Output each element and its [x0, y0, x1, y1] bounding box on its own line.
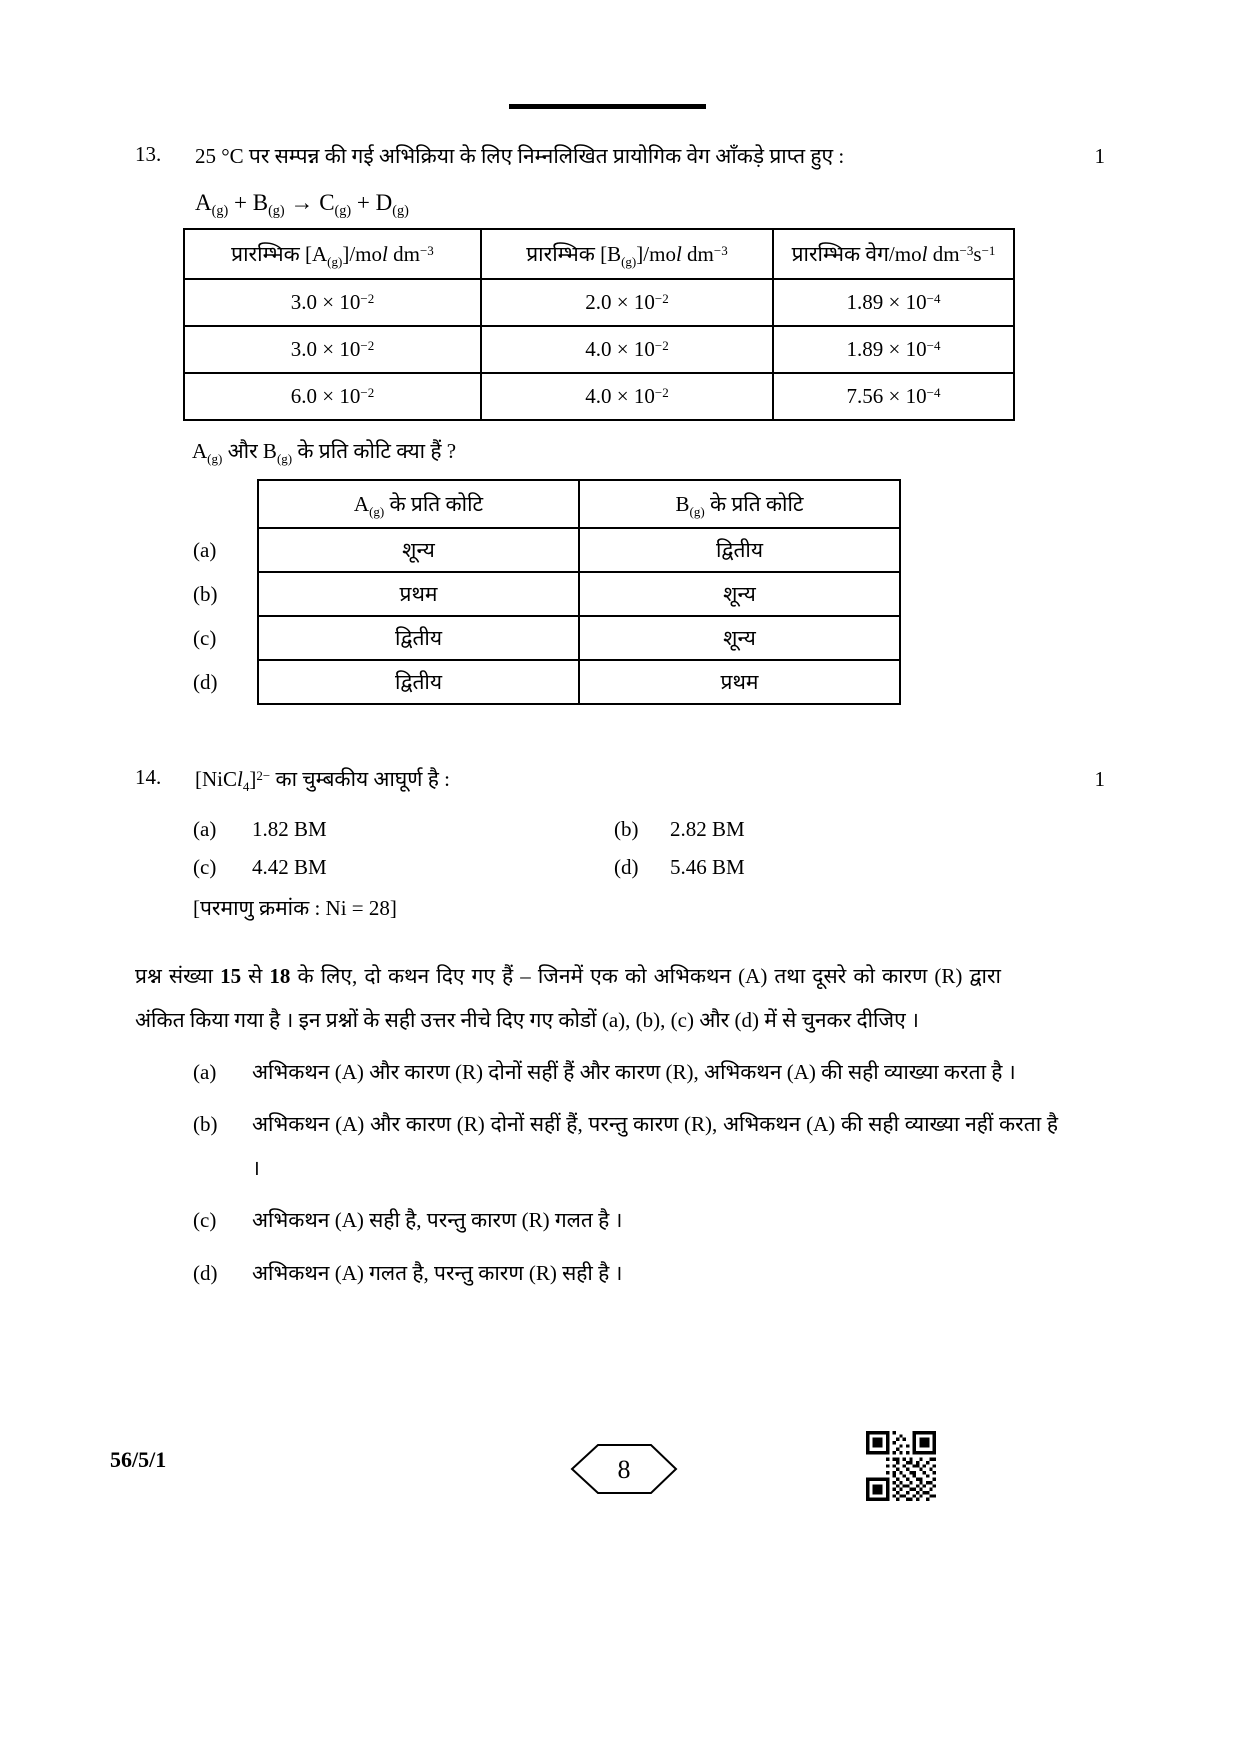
option-b-label: (b) — [193, 581, 218, 606]
question-13-text: 25 °C पर सम्पन्न की गई अभिक्रिया के लिए निम्नलिखित प्रायोगिक वेग आँकड़े प्राप्त हुए : — [195, 144, 845, 168]
cell-rate1: $1.89 \times 10^{-4}$ — [773, 279, 1014, 326]
q14-option-a-label: (a) — [193, 817, 217, 841]
q14-option-c-label: (c) — [193, 855, 217, 879]
rate-table-row-3 — [184, 373, 1014, 420]
ar-code-d-label: (d) — [193, 1260, 218, 1285]
cell-rate3: $7.56 \times 10^{-4}$ — [773, 373, 1014, 420]
option-row-a — [193, 528, 900, 572]
ar-code-d — [193, 1251, 1111, 1295]
paper-code: 56/5/1 — [110, 1447, 167, 1472]
page-number: 8 — [617, 1455, 631, 1484]
ar-code-c-label: (c) — [193, 1208, 217, 1233]
cell-a2: $3.0 \times 10^{-2}$ — [184, 326, 481, 373]
ar-code-b — [193, 1102, 1111, 1190]
q14-option-d-text: 5.46 BM — [670, 855, 745, 879]
cell-a1: $3.0 \times 10^{-2}$ — [184, 279, 481, 326]
question-14-marks: 1 — [1094, 767, 1105, 791]
order-options-table — [193, 479, 901, 705]
ar-code-c-text: अभिकथन (A) सही है, परन्तु कारण (R) गलत है । — [252, 1208, 623, 1233]
rate-table-row-1 — [184, 279, 1014, 326]
option-c-order-a: द्वितीय — [258, 616, 579, 660]
question-14-options — [193, 817, 1111, 880]
question-13-marks: 1 — [1094, 144, 1105, 168]
question-13 — [135, 142, 1111, 170]
cell-a3: $6.0 \times 10^{-2}$ — [184, 373, 481, 420]
cell-b1: $2.0 \times 10^{-2}$ — [481, 279, 773, 326]
rate-table-header-b: प्रारम्भिक $[B_{(g)}]$/mol $dm^{-3}$ — [481, 229, 773, 279]
ar-code-b-text: अभिकथन (A) और कारण (R) दोनों सहीं हैं, परन्तु कारण (R), अभिकथन (A) की सही व्याख्या नहीं करता है । — [252, 1112, 1058, 1181]
option-c-order-b: शून्य — [579, 616, 900, 660]
assertion-reason-intro: प्रश्न संख्या 15 से 18 के लिए, दो कथन दिए गए हैं – जिनमें एक को अभिकथन (A) तथा दूसरे को कारण (R) द्वारा अंकित किया गया है । इन प्रश्नों के सही उत्तर नीचे दिए गए कोडों (a), (b), (c) और (d) में से चुनकर दीजिए । — [135, 964, 1001, 1033]
option-b-order-a: प्रथम — [258, 572, 579, 616]
page-number-hexagon — [570, 1443, 678, 1501]
rate-table-header-a: प्रारम्भिक $[A_{(g)}]$/mol $dm^{-3}$ — [184, 229, 481, 279]
cell-b2: $4.0 \times 10^{-2}$ — [481, 326, 773, 373]
order-header-b: $B_{(g)}$ के प्रति कोटि — [579, 480, 900, 528]
cell-b3: $4.0 \times 10^{-2}$ — [481, 373, 773, 420]
reaction-equation: $A_{(g)} + B_{(g)} \to C_{(g)} + D_{(g)}$ — [195, 190, 409, 220]
question-14 — [135, 765, 1111, 793]
question-13-number: 13. — [135, 142, 162, 166]
question-14-number: 14. — [135, 765, 162, 789]
q14-option-c-text: 4.42 BM — [252, 855, 327, 879]
option-a-label: (a) — [193, 537, 217, 562]
rate-table-row-2 — [184, 326, 1014, 373]
q14-option-a-text: 1.82 BM — [252, 817, 327, 841]
ar-code-a-text: अभिकथन (A) और कारण (R) दोनों सहीं हैं और कारण (R), अभिकथन (A) की सही व्याख्या करता है । — [252, 1060, 1016, 1085]
rate-table-header-row — [184, 229, 1014, 279]
question-13-subquestion: $A_{(g)}$ और $B_{(g)}$ के प्रति कोटि क्या हैं ? — [192, 439, 457, 466]
option-a-order-b: द्वितीय — [579, 528, 900, 572]
option-d-label: (d) — [193, 669, 218, 694]
order-header-a: $A_{(g)}$ के प्रति कोटि — [258, 480, 579, 528]
option-row-b — [193, 572, 900, 616]
atomic-number-note: [परमाणु क्रमांक : Ni = 28] — [193, 896, 397, 920]
rate-table-header-rate: प्रारम्भिक वेग/mol $dm^{-3}s^{-1}$ — [773, 229, 1014, 279]
rate-data-table — [183, 228, 1015, 421]
option-d-order-b: प्रथम — [579, 660, 900, 704]
q14-option-b-label: (b) — [614, 817, 639, 841]
option-a-order-a: शून्य — [258, 528, 579, 572]
option-d-order-a: द्वितीय — [258, 660, 579, 704]
ar-code-d-text: अभिकथन (A) गलत है, परन्तु कारण (R) सही है । — [252, 1260, 623, 1285]
q14-option-b-text: 2.82 BM — [670, 817, 745, 841]
ar-code-b-label: (b) — [193, 1112, 218, 1137]
qr-code — [866, 1431, 936, 1501]
option-b-order-b: शून्य — [579, 572, 900, 616]
header-divider — [509, 104, 706, 109]
option-row-d — [193, 660, 900, 704]
ar-code-a — [193, 1050, 1111, 1094]
ar-code-a-label: (a) — [193, 1060, 217, 1085]
q14-option-d-label: (d) — [614, 855, 639, 879]
question-14-text: [NiCl$_4$]$^{2-}$ का चुम्बकीय आघूर्ण है : — [195, 767, 450, 794]
ar-code-c — [193, 1198, 1111, 1242]
cell-rate2: $1.89 \times 10^{-4}$ — [773, 326, 1014, 373]
option-row-c — [193, 616, 900, 660]
option-c-label: (c) — [193, 625, 217, 650]
label-spacer — [193, 480, 258, 528]
order-table-header-row — [193, 480, 900, 528]
